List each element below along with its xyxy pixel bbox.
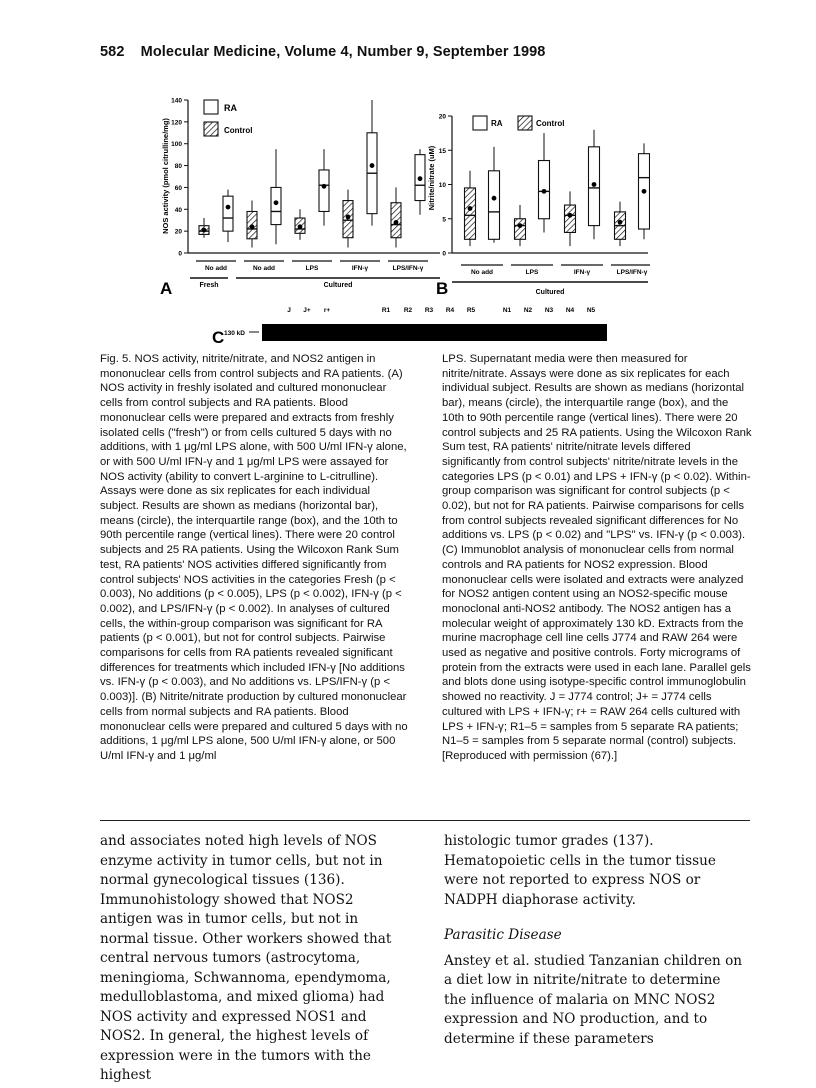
immunoblot-band (262, 324, 607, 341)
box-control (565, 205, 576, 232)
group-label: LPS (305, 265, 319, 272)
body-left-column (100, 832, 400, 1086)
box-ra (319, 170, 329, 212)
group-label: IFN-γ (351, 265, 369, 272)
panel-a-ytick-label: 100 (171, 141, 182, 149)
box-ra-mean (642, 189, 647, 194)
box-ra-mean (542, 189, 547, 194)
panel-b-ytick-label: 5 (442, 216, 446, 224)
superlabel-fresh: Fresh (199, 282, 219, 289)
box-control-mean (250, 224, 255, 229)
superlabel-cultured-a: Cultured (323, 282, 353, 289)
panel-a-ylabel: NOS activity (pmol citrulline/mg) (161, 118, 170, 234)
box-ra-mean (492, 196, 497, 201)
lane-label: J+ (303, 307, 311, 314)
journal-title: Molecular Medicine, Volume 4, Number 9, September 1998 (140, 44, 546, 60)
box-ra-mean (226, 205, 231, 210)
body-left-paragraph: and associates noted high levels of NOS enzyme activity in tumor cells, but not in normal gynecological tissues (136). Immunohistology showed that NOS2 antigen was in tumor cells, but not in normal tissue. Other workers showed that central nervous tumors (astrocytoma, meningioma, Schwannoma, ependymoma, medulloblastoma, and mixed glioma) had NOS activity and expressed NOS1 and NOS2. In general, the highest levels of expression were in the tumors with the highest (100, 833, 392, 1083)
box-control (465, 188, 476, 239)
panel-a-ytick-label: 80 (174, 163, 182, 171)
panel-c-marker: 130 kD (224, 330, 245, 337)
panel-a-ytick-label: 40 (174, 206, 182, 214)
box-ra-mean (322, 184, 327, 189)
box-ra-mean (274, 200, 279, 205)
caption-left-column (100, 352, 410, 764)
box-control-mean (618, 220, 623, 225)
lane-label: R3 (424, 307, 434, 314)
lane-label: N5 (586, 307, 596, 314)
box-control-mean (394, 220, 399, 225)
panel-b-ytick-label: 0 (442, 250, 446, 258)
caption-right-text: LPS. Supernatant media were then measured for nitrite/nitrate. Assays were done as six replicates for each individual subject. Results are shown as medians (horizontal bar), means (circle), the interquartile range (box), and the 10th to 90th percentile range (vertical lines). There were 20 control subjects and 25 RA patients. Using the Wilcoxon Rank Sum test, RA patients' nitrite/nitrate levels differed significantly from control subjects' nitrite/nitrate levels in the categories LPS (p < 0.01) and LPS + IFN-γ (p < 0.02). Within-group comparison was significant for control subjects (p < 0.02), but not for RA patients. Pairwise comparisons for cells from control subjects revealed significant differences for No additions vs. LPS (p < 0.02) and "LPS" vs. IFN-γ (p < 0.003). (C) Immunoblot analysis of mononuclear cells from normal controls and RA patients for NOS2 expression. Blood mononuclear cells were isolated and extracts were analyzed for NOS2 antigen content using an NOS2-specific mouse monoclonal anti-NOS2 antibody. The NOS2 antigen has a molecular weight of approximately 130 kD. Extracts from the murine macrophage cell line cells J774 and RAW 264 were used as negative and positive controls. Forty micrograms of protein from the extracts were used in each lane. Parallel gels and blots done using isotype-specific control immunoglobulin showed no reactivity. J = J774 control; J+ = J774 cells cultured with LPS + IFN-γ; r+ = RAW 264 cells cultured with LPS + IFN-γ; R1–5 = samples from 5 separate RA patients; N1–5 = samples from 5 separate normal (control) subjects. [Reproduced with permission (67).] (442, 353, 752, 762)
box-ra (271, 187, 281, 224)
legend-control-label: Control (224, 126, 253, 135)
superlabel-cultured-b: Cultured (535, 289, 565, 296)
panel-b-ytick-label: 15 (438, 147, 446, 155)
box-control-mean (202, 228, 207, 233)
legend-b-control-swatch (518, 116, 532, 130)
box-ra-mean (418, 176, 423, 181)
page-header (100, 44, 545, 60)
panel-a-ytick-label: 120 (171, 119, 182, 127)
box-control (515, 219, 526, 240)
legend-b-ra-swatch (473, 116, 487, 130)
legend-ra-label: RA (224, 103, 237, 113)
body-right-column (444, 832, 744, 1049)
group-label: LPS (525, 269, 539, 276)
group-label: No add (470, 269, 494, 276)
panel-a-ytick-label: 140 (171, 97, 182, 105)
box-ra (489, 171, 500, 240)
section-title-parasitic-disease: Parasitic Disease (444, 927, 562, 943)
legend-b-ra-label: RA (491, 119, 503, 128)
caption-left-text: Fig. 5. NOS activity, nitrite/nitrate, and NOS2 antigen in mononuclear cells from control subjects and RA patients. (A) NOS activity in freshly isolated and cultured mononuclear cells from control subjects and RA patients. Blood mononuclear cells were prepared and extracts from freshly isolated cells ("fresh") or from cells cultured 5 days with no additions, with 1 μg/ml LPS alone, with 500 U/ml IFN-γ alone, or with 500 U/ml IFN-γ and 1 μg/ml LPS were assayed for NOS activity (ability to convert L-arginine to L-citrulline). Assays were done as six replicates for each individual subject. Results are shown as medians (horizontal bar), means (circle), the interquartile range (box), and the 10th to 90th percentile range (vertical lines). There were 20 control subjects and 25 RA patients. Using the Wilcoxon Rank Sum test, RA patients' NOS activities differed significantly from control subjects' NOS activities in the categories Fresh (p < 0.003), No additions (p < 0.005), LPS (p < 0.002), IFN-γ (p < 0.002), and LPS/IFN-γ (p < 0.002). In analyses of cultured cells, the within-group comparison was significant for RA patients (p < 0.001), but not for control subjects. Pairwise comparisons for cells from RA patients revealed significant differences for treatments which included IFN-γ [No additions vs. IFN-γ (p < 0.003), and No additions vs. LPS/IFN-γ (p < 0.003)]. (B) Nitrite/nitrate production by cultured mononuclear cells from normal subjects and RA patients. Blood mononuclear cells were prepared and cultured 5 days with no additions, 1 μg/ml LPS alone, 500 U/ml IFN-γ alone, or 500 U/ml IFN-γ and 1 μg/ml (100, 353, 408, 762)
panel-a-ytick-label: 60 (174, 184, 182, 192)
lane-label: R1 (381, 307, 391, 314)
page-number: 582 (100, 44, 125, 60)
group-label: LPS/IFN-γ (392, 265, 424, 272)
box-ra-mean (370, 163, 375, 168)
panel-c (212, 307, 607, 347)
lane-label: r+ (323, 307, 331, 314)
lane-label: J (287, 307, 291, 314)
lane-label: N4 (565, 307, 575, 314)
caption-divider (100, 820, 750, 821)
lane-label: N2 (523, 307, 533, 314)
box-control-mean (346, 215, 351, 220)
panel-a-ytick-label: 20 (174, 228, 182, 236)
body-right-paragraph: histologic tumor grades (137). Hematopoietic cells in the tumor tissue were not reported to express NOS or NADPH diaphorase activity. (444, 833, 716, 908)
box-control-mean (468, 206, 473, 211)
box-ra-mean (592, 182, 597, 187)
panel-b-label: B (436, 279, 449, 298)
legend-b-control-label: Control (536, 119, 565, 128)
lane-label: N1 (502, 307, 512, 314)
group-label: IFN-γ (573, 269, 591, 276)
box-ra (223, 196, 233, 231)
panel-b-ytick-label: 20 (438, 113, 446, 121)
body-right-paragraph-2: Anstey et al. studied Tanzanian children on a diet low in nitrite/nitrate to determine the influence of malaria on MNC NOS2 expression and NO production, and to determine if these parameters (444, 952, 743, 1047)
box-control-mean (518, 223, 523, 228)
panel-a (160, 98, 440, 299)
panel-a-ytick-label: 0 (178, 250, 182, 258)
group-label: No add (204, 265, 228, 272)
box-control-mean (568, 213, 573, 218)
panel-b-ylabel: Nitrite/nitrate (uM) (427, 145, 436, 211)
lane-label: R2 (403, 307, 413, 314)
legend-control-swatch (204, 122, 218, 136)
group-label: No add (252, 265, 276, 272)
caption-right-column (442, 352, 752, 764)
lane-label: N3 (544, 307, 554, 314)
panel-a-label: A (160, 279, 173, 298)
panel-c-label: C (212, 328, 225, 347)
box-control-mean (298, 224, 303, 229)
panel-b-ytick-label: 10 (438, 182, 446, 189)
legend-ra-swatch (204, 100, 218, 114)
lane-label: R4 (445, 307, 455, 314)
panel-b (427, 114, 650, 299)
lane-label: R5 (466, 307, 476, 314)
group-label: LPS/IFN-γ (616, 269, 648, 276)
figure-5 (150, 88, 650, 348)
